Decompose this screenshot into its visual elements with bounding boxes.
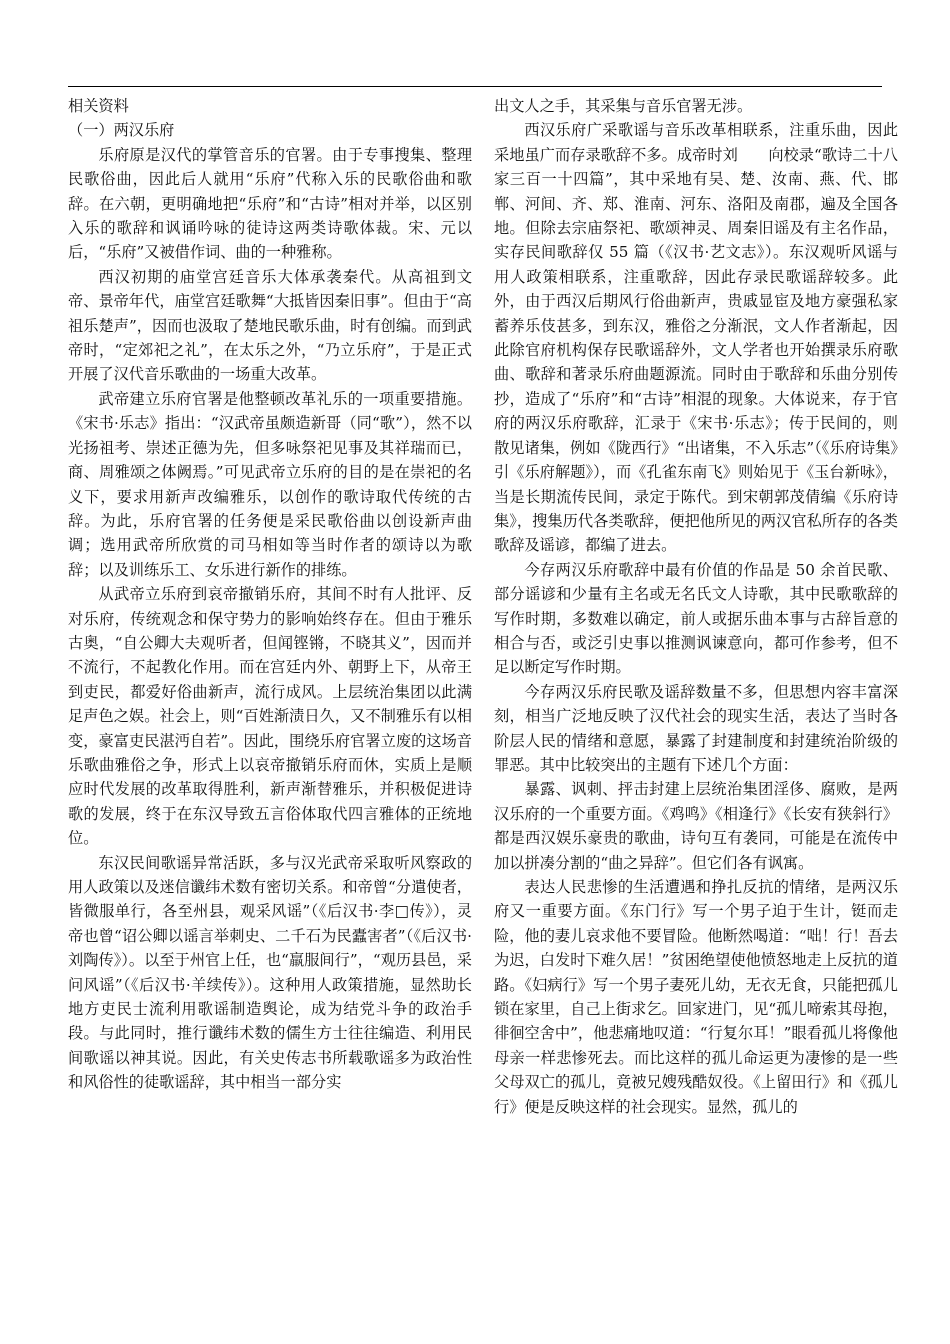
subsection-title: （一）两汉乐府 bbox=[68, 121, 175, 140]
paragraph: 从武帝立乐府到哀帝撤销乐府，其间不时有人批评、反对乐府，传统观念和保守势力的影响始终存在。但由于雅乐古奥，“自公卿大夫观听者，但闻铿锵，不晓其义”，因而并不流行，不起教化作用。而在宫廷内外、朝野上下，从帝王到吏民，都爱好俗曲新声，流行成风。上层统治集团以此满足声色之娱。社会上，则“百姓渐渍日久，又不制雅乐有以相变，豪富吏民湛沔自若”。因此，围绕乐府官署立废的这场音乐歌曲雅俗之争，形式上以哀帝撤销乐府而休，实质上是顺应时代发展的改革取得胜利，新声渐替雅乐，并积极促进诗歌的发展，终于在东汉导致五言俗体取代四言雅体的正统地位。 bbox=[68, 585, 472, 848]
right-column bbox=[494, 94, 898, 1119]
paragraph: 暴露、讽刺、抨击封建上层统治集团淫侈、腐败，是两汉乐府的一个重要方面。《鸡鸣》《相逢行》《长安有狭斜行》都是西汉娱乐豪贵的歌曲，诗句互有袭同，可能是在流传中加以拼凑分割的“曲之异辞”。但它们各有讽寓。 bbox=[494, 780, 898, 872]
paragraph: 西汉乐府广采歌谣与音乐改革相联系，注重乐曲，因此采地虽广而存录歌辞不多。成帝时刘 向校录“歌诗二十八家三百一十四篇”，其中采地有吴、楚、汝南、燕、代、邯郸、河间、齐、郑、淮南、河东、洛阳及南郡，遍及全国各地。但除去宗庙祭祀、歌颂神灵、周秦旧谣及有主名作品，实存民间歌辞仅 55 篇（《汉书·艺文志》）。东汉观听风谣与用人政策相联系，注重歌辞，因此存录民歌谣辞较多。此外，由于西汉后期风行俗曲新声，贵戚显宦及地方豪强私家蓄养乐伎甚多，到东汉，雅俗之分渐泯，文人作者渐起，因此除官府机构保存民歌谣辞外，文人学者也开始撰录乐府歌曲、歌辞和著录乐府曲题源流。同时由于歌辞和乐曲分别传抄，造成了“乐府”和“古诗”相混的现象。大体说来，存于官府的两汉乐府歌辞，汇录于《宋书·乐志》；传于民间的，则散见诸集，例如《陇西行》“出诸集，不入乐志”（《乐府诗集》引《乐府解题》），而《孔雀东南飞》则始见于《玉台新咏》，当是长期流传民间，录定于陈代。到宋朝郭茂倩编《乐府诗集》，搜集历代各类歌辞，便把他所见的两汉官私所存的各类歌辞及谣谚，都编了进去。 bbox=[494, 121, 898, 555]
paragraph: 西汉初期的庙堂宫廷音乐大体承袭秦代。从高祖到文帝、景帝年代，庙堂宫廷歌舞“大抵皆因秦旧事”。但由于“高祖乐楚声”，因而也汲取了楚地民歌乐曲，时有创编。而到武帝时，“定郊祀之礼”，在太乐之外，“乃立乐府”，于是正式开展了汉代音乐歌曲的一场重大改革。 bbox=[68, 267, 472, 384]
header-rule bbox=[68, 86, 882, 87]
paragraph: 武帝建立乐府官署是他整顿改革礼乐的一项重要措施。《宋书·乐志》指出：“汉武帝虽颇造新哥（同“歌”），然不以光扬祖考、崇述正德为先，但多咏祭祀见事及其祥瑞而已，商、周雅颂之体阙焉。”可见武帝立乐府的目的是在崇祀的名义下，要求用新声改编雅乐，以创作的歌诗取代传统的古辞。为此，乐府官署的任务便是采民歌俗曲以创设新声曲调；选用武帝所欣赏的司马相如等当时作者的颂诗以为歌辞；以及训练乐工、女乐进行新作的排练。 bbox=[68, 389, 472, 579]
paragraph: 乐府原是汉代的掌管音乐的官署。由于专事搜集、整理民歌俗曲，因此后人就用“乐府”代称入乐的民歌俗曲和歌辞。在六朝，更明确地把“乐府”和“古诗”相对并举，以区别入乐的歌辞和讽诵吟咏的徒诗这两类诗歌体裁。宋、元以后，“乐府”又被借作词、曲的一种雅称。 bbox=[68, 145, 472, 262]
section-title: 相关资料 bbox=[68, 97, 129, 115]
paragraph: 表达人民悲惨的生活遭遇和挣扎反抗的情绪，是两汉乐府又一重要方面。《东门行》写一个男子迫于生计，铤而走险，他的妻儿哀求他不要冒险。他断然喝道：“咄！行！吾去为迟，白发时下难久居！”贫困绝望使他愤怒地走上反抗的道路。《妇病行》写一个男子妻死儿幼，无衣无食，只能把孤儿锁在家里，自己上街求乞。回家进门，见“孤儿啼索其母抱，徘徊空舍中”，他悲痛地叹道：“行复尔耳！”眼看孤儿将像他母亲一样悲惨死去。而比这样的孤儿命运更为凄惨的是一些父母双亡的孤儿，竟被兄嫂残酷奴役。《上留田行》和《孤儿行》便是反映这样的社会现实。显然，孤儿的 bbox=[494, 878, 898, 1116]
left-column bbox=[68, 94, 472, 1095]
paragraph: 东汉民间歌谣异常活跃，多与汉光武帝采取听风察政的用人政策以及迷信谶纬术数有密切关系。和帝曾“分遣使者，皆微服单行，各至州县，观采风谣”（《后汉书·李□传》），灵帝也曾“诏公卿以谣言举刺史、二千石为民蠹害者”（《后汉书·刘陶传》）。以至于州官上任，也“羸服间行”，“观历县邑，采问风谣”（《后汉书·羊续传》）。这种用人政策措施，显然助长地方吏民士流利用歌谣制造舆论，成为结党斗争的政治手段。与此同时，推行谶纬术数的儒生方士往往编造、利用民间歌谣以神其说。因此，有关史传志书所载歌谣多为政治性和风俗性的徒歌谣辞，其中相当一部分实 bbox=[68, 853, 472, 1092]
paragraph: 今存两汉乐府民歌及谣辞数量不多，但思想内容丰富深刻，相当广泛地反映了汉代社会的现实生活，表达了当时各阶层人民的情绪和意愿，暴露了封建制度和封建统治阶级的罪恶。其中比较突出的主题有下述几个方面： bbox=[494, 682, 898, 774]
paragraph-continued: 出文人之手，其采集与音乐官署无涉。 bbox=[494, 97, 753, 115]
paragraph: 今存两汉乐府歌辞中最有价值的作品是 50 余首民歌、部分谣谚和少量有主名或无名氏文人诗歌，其中民歌歌辞的写作时期，多数难以确定，前人或据乐曲本事与古辞旨意的相合与否，或泛引史事以推测讽谏意向，都可作参考，但不足以断定写作时期。 bbox=[494, 560, 898, 677]
